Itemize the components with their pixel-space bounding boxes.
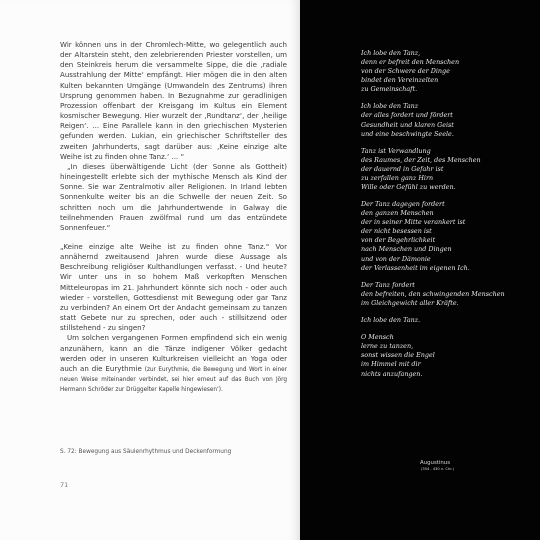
page-number: 71 — [60, 481, 69, 489]
author-dates: (354 - 430 n. Chr.) — [421, 467, 454, 471]
poem-line: im Himmel mit dir — [361, 360, 421, 369]
poem-stanza — [361, 102, 531, 138]
poem — [361, 49, 531, 387]
poem-line: von der Schwere der Dinge — [361, 67, 450, 76]
poem-line: nichts anzufangen. — [361, 369, 423, 378]
poem-stanza — [361, 49, 531, 94]
poem-attribution — [420, 460, 454, 472]
figure-caption: S. 72: Bewegung aus Säulenrhythmus und Deckenformung — [60, 449, 232, 455]
poem-stanza — [361, 281, 531, 308]
poem-line: O Mensch — [361, 333, 394, 342]
poem-line: Ich lobe den Tanz, — [361, 49, 421, 57]
poem-line: Ich lobe den Tanz. — [361, 316, 421, 325]
poem-line: der alles fordert und fördert — [361, 111, 453, 120]
eurythmie-note: (zur Eurythmie, die Bewegung und Wort in einer neuen Weise miteinander verbindet, sei hier erneut auf das Buch von Jörg Hermann Schröder zur Drüggelter Kapelle hingewiesen‘). — [60, 366, 287, 394]
poem-line: Der Tanz dagegen fordert — [361, 200, 445, 209]
poem-line: der dauernd in Gefahr ist — [361, 164, 444, 173]
body-text — [60, 40, 287, 394]
paragraph-3: „Keine einzige alte Weihe ist zu finden ohne Tanz.“ Vor annähernd zweitausend Jahren wurde diese Aussage als Beschreibung religiöser Kulthandlungen verfasst. - Und heute? Wir unter uns in so hohem Maß verkopften Menschen Mitteleuropas im 21. Jahrhundert könnte sich noch - oder auch wieder - vorstellen, Gottesdienst mit Bewegung oder gar Tanz zu verbinden? An einem Ort der Andacht gemeinsam zu tanzen statt Gebete nur zu sprechen, oder auch - stillsitzend oder stillstehend - zu singen? — [60, 241, 287, 333]
poem-line: im Gleichgewicht aller Kräfte. — [361, 298, 459, 307]
poem-line: denn er befreit den Menschen — [361, 58, 460, 67]
poem-line: der in seiner Mitte verankert ist — [361, 218, 466, 227]
paragraph-2: „In dieses überwältigende Licht (der Sonne als Gottheit) hineingestellt erlebte sich der mythische Mensch als Kind der Sonne. Sie war Zentralmotiv aller Religionen. In Irland lebten Sonnenkulte weiter bis an die Schwelle der neuen Zeit. So schritten noch um die Jahrhundertwende in Galway die teilnehmenden Frauen zwölfmal rund um das entzündete Sonnenfeuer.“ — [60, 161, 287, 232]
poem-line: den befreiten, den schwingenden Menschen — [361, 289, 505, 298]
poem-line: lerne zu tanzen, — [361, 342, 414, 351]
poem-line: Ich lobe den Tanz — [361, 102, 419, 111]
paragraph-4 — [60, 333, 287, 394]
poem-stanza — [361, 316, 531, 325]
poem-stanza — [361, 333, 531, 378]
poem-stanza — [361, 147, 531, 192]
poem-line: der nicht besessen ist — [361, 227, 432, 236]
poem-line: bindet den Vereinzelten — [361, 76, 439, 85]
paragraph-1: Wir können uns in der Chromlech-Mitte, wo gelegentlich auch der Altarstein steht, den zelebrierenden Priester vorstellen, um den Steinkreis herum die versammelte Sippe, die die ‚radiale Ausstrahlung der Mitte‘ empfängt. Hier mögen die in den alten Kulten bekannten Umgänge (Umwandeln des Zentrums) ihren Ursprung genommen haben. In Bezugnahme zur geradlinigen Prozession offenbart der Kreisgang im Kultus ein Element kosmischer Bewegung. Hier wurzelt der ‚Rundtanz‘, der ‚heilige Reigen‘. ... Eine Parallele kann in den griechischen Mysterien gefunden werden. Lukian, ein griechischer Schriftsteller des zweiten Jahrhunderts, sagt darüber aus: ‚Keine einzige alte Weihe ist zu finden ohne Tanz.‘ ... “ — [60, 40, 287, 161]
poem-stanza — [361, 200, 531, 272]
poem-line: sonst wissen die Engel — [361, 351, 435, 360]
poem-line: und eine beschwingte Seele. — [361, 129, 454, 138]
poem-line: zu Gemeinschaft. — [361, 85, 418, 94]
poem-line: Gesundheit und klaren Geist — [361, 120, 454, 129]
poem-line: der Verlassenheit im eigenen Ich. — [361, 263, 470, 272]
paragraph-4-text: Um solchen vergangenen Formen empfindend sich ein wenig anzunähern, kann an die Tänze indigener Völker gedacht werden oder in unseren Kulturkreisen vielleicht an Yoga oder auch an die Eurythmie — [60, 333, 287, 373]
poem-line: Der Tanz fordert — [361, 280, 415, 289]
poem-line: des Raumes, der Zeit, des Menschen — [361, 155, 481, 164]
poem-line: Wille oder Gefühl zu werden. — [361, 182, 456, 191]
poem-line: Tanz ist Verwandlung — [361, 146, 431, 155]
poem-line: zu zerfallen ganz Hirn — [361, 173, 434, 182]
poem-line: und von der Dämonie — [361, 254, 431, 263]
author-name: Augustinus — [420, 460, 451, 466]
poem-line: von der Begehrlichkeit — [361, 236, 436, 245]
poem-line: den ganzen Menschen — [361, 209, 434, 218]
poem-line: nach Menschen und Dingen — [361, 245, 452, 254]
